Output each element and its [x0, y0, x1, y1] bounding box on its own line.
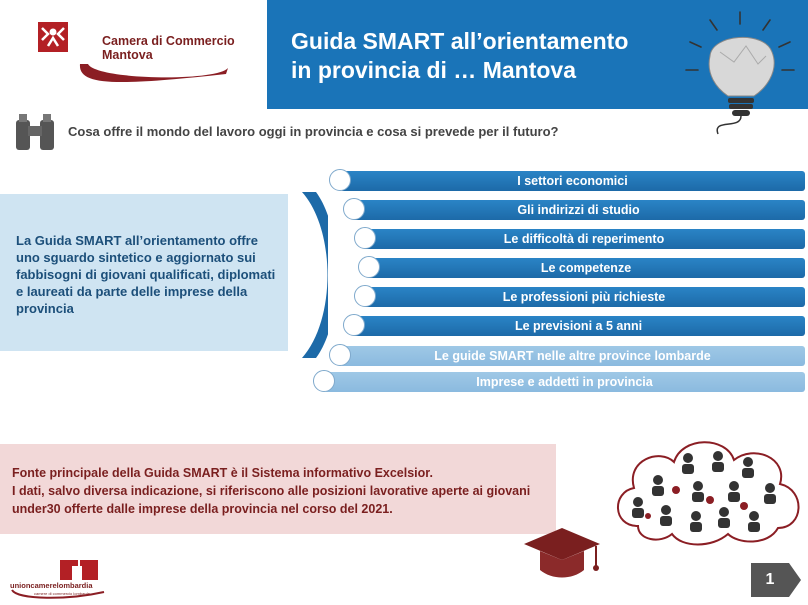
topic-settori-economici[interactable]: I settori economici: [340, 171, 805, 191]
topic-guide-altre-province[interactable]: Le guide SMART nelle altre province lombarde: [340, 346, 805, 366]
camera-commercio-logo: [36, 20, 236, 90]
topics-arc: [288, 190, 328, 360]
topic-imprese-addetti[interactable]: Imprese e addetti in provincia: [324, 372, 805, 392]
org-name-line2: Mantova: [102, 48, 153, 62]
topic-knob: [343, 198, 365, 220]
org-name-line1: Camera di Commercio: [102, 34, 235, 48]
logo-swoosh: [76, 60, 236, 90]
topic-previsioni-5-anni[interactable]: Le previsioni a 5 anni: [352, 316, 805, 336]
source-box: [0, 444, 556, 534]
camera-logo-icon: [36, 20, 70, 54]
topic-knob: [329, 169, 351, 191]
description-text: La Guida SMART all’orientamento offre uno sguardo sintetico e aggiornato sui fabbisogni di giovani qualificati, diplomati e laureati da parte delle imprese della provincia: [16, 233, 276, 316]
unioncamere-logo: [8, 560, 118, 600]
partner-logo-text: unioncamerelombardia: [10, 581, 93, 590]
topic-competenze[interactable]: Le competenze: [367, 258, 805, 278]
topic-professioni-richieste[interactable]: Le professioni più richieste: [363, 287, 805, 307]
topic-knob: [354, 285, 376, 307]
topic-knob: [343, 314, 365, 336]
partner-logo-sub: camere di commercio lombarde: [34, 591, 91, 596]
question-text: Cosa offre il mondo del lavoro oggi in provincia e cosa si prevede per il futuro?: [68, 124, 559, 139]
page-title: Guida SMART all’orientamento in provincia di … Mantova: [291, 28, 629, 83]
binoculars-icon: [12, 112, 60, 154]
lightbulb-icon: [672, 6, 808, 136]
source-line2: I dati, salvo diversa indicazione, si riferiscono alle posizioni lavorative aperte ai giovani under30 offerte dalle imprese della provincia nel corso del 2021.: [12, 484, 531, 516]
topic-knob: [358, 256, 380, 278]
page-number: 1: [765, 571, 775, 588]
source-line1: Fonte principale della Guida SMART è il Sistema informativo Excelsior.: [12, 466, 433, 480]
description-box: [0, 194, 288, 351]
topic-difficolta-reperimento[interactable]: Le difficoltà di reperimento: [363, 229, 805, 249]
topic-knob: [329, 344, 351, 366]
topic-knob: [354, 227, 376, 249]
graduation-cap-icon: [522, 524, 602, 582]
cloud-people-icon: [608, 430, 804, 548]
topic-knob: [313, 370, 335, 392]
topic-indirizzi-studio[interactable]: Gli indirizzi di studio: [352, 200, 805, 220]
